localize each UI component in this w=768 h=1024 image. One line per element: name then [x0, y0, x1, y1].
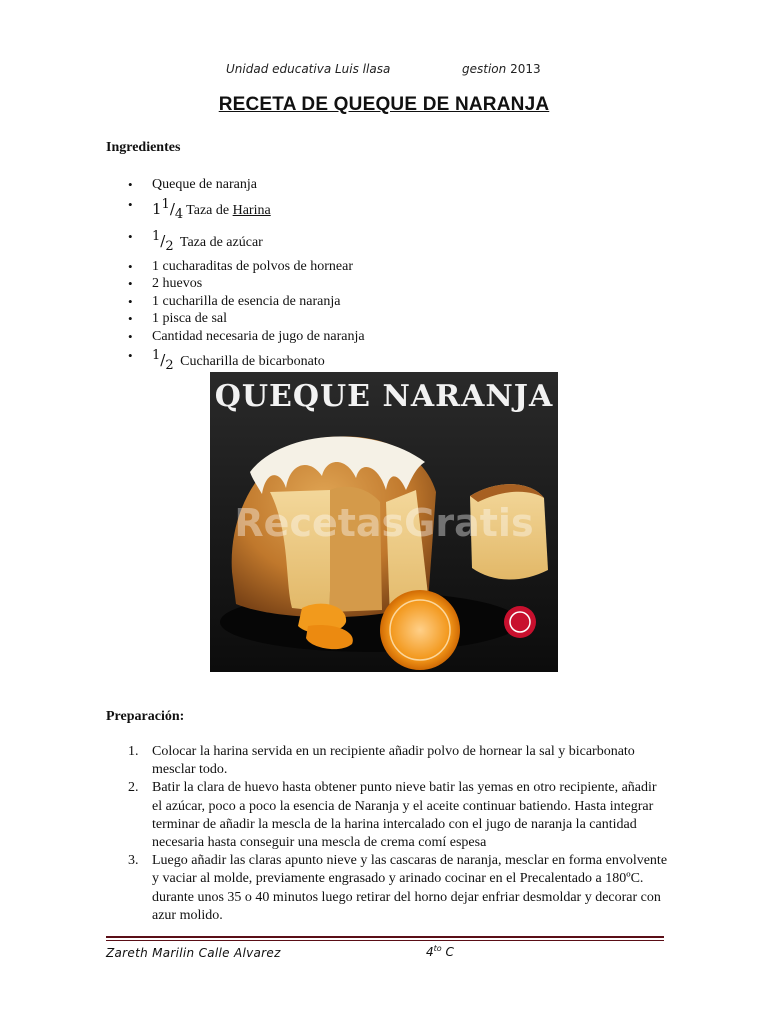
- preparation-heading: Preparación:: [106, 709, 185, 724]
- harina-link[interactable]: Harina: [232, 202, 271, 218]
- brand-seal-icon: [504, 606, 536, 638]
- footer-author: Zareth Marilin Calle Alvarez: [106, 946, 281, 960]
- preparation-steps: [128, 743, 668, 925]
- ingredient-item: • $^1/_2$ Taza de azúcar: [128, 226, 365, 258]
- ingredient-item: • Queque de naranja: [128, 176, 365, 194]
- cake-photo: [210, 372, 558, 672]
- ingredient-item: • Cantidad necesaria de jugo de naranja: [128, 328, 365, 346]
- footer-grade: $4^{to}$ C: [426, 944, 454, 959]
- fraction: $1^1/_4$: [152, 196, 184, 222]
- gestion-year: 2013: [510, 62, 541, 76]
- ingredient-item: • $1^1/_4$ Taza de Harina: [128, 194, 365, 226]
- ingredients-heading: Ingredientes: [106, 140, 181, 155]
- ingredient-item: • 1 pisca de sal: [128, 310, 365, 328]
- orange-half: [380, 590, 460, 670]
- fraction: $^1/_2$: [152, 228, 174, 254]
- footer-divider: [106, 936, 664, 941]
- cake-illustration: [210, 372, 558, 672]
- ingredient-item: • 1 cucharaditas de polvos de hornear: [128, 258, 365, 276]
- ingredient-item: • $^1/_2$ Cucharilla de bicarbonato: [128, 345, 365, 377]
- recipe-title: RECETA DE QUEQUE DE NARANJA: [218, 94, 550, 115]
- preparation-step: 2. Batir la clara de huevo hasta obtener punto nieve batir las yemas en otro recipiente, añadir el azúcar, poco a poco la esencia de Naranja y el aceite continuar batiendo. Hasta integrar terminar de añadir la mescla de la harina intercalado con el jugo de naranja la cantidad necesaria hasta conseguir una mescla de crema comí espesa: [128, 780, 657, 851]
- photo-watermark: RecetasGratis: [234, 501, 534, 545]
- fraction: $^1/_2$: [152, 348, 174, 373]
- preparation-step: 3. Luego añadir las claras apunto nieve y las cascaras de naranja, mesclar en forma envolvente y vaciar al molde, previamente engrasado y arinado cocinar en el Precalentado a 180ºC. durante unos 35 o 40 minutos luego retirar del horno dejar enfriar desmoldar y decorar con azur molido.: [128, 853, 668, 923]
- preparation-step: 1. Colocar la harina servida en un recipiente añadir polvo de hornear la sal y bicarbonato mesclar todo.: [128, 744, 635, 778]
- gestion-label: gestion: [462, 62, 507, 76]
- school-name: Unidad educativa Luis llasa: [226, 62, 391, 76]
- photo-caption: QUEQUE NARANJA: [214, 379, 554, 414]
- ingredients-list: [128, 176, 365, 377]
- gestion: [462, 62, 541, 76]
- ingredient-item: • 2 huevos: [128, 275, 365, 293]
- ingredient-item: • 1 cucharilla de esencia de naranja: [128, 293, 365, 311]
